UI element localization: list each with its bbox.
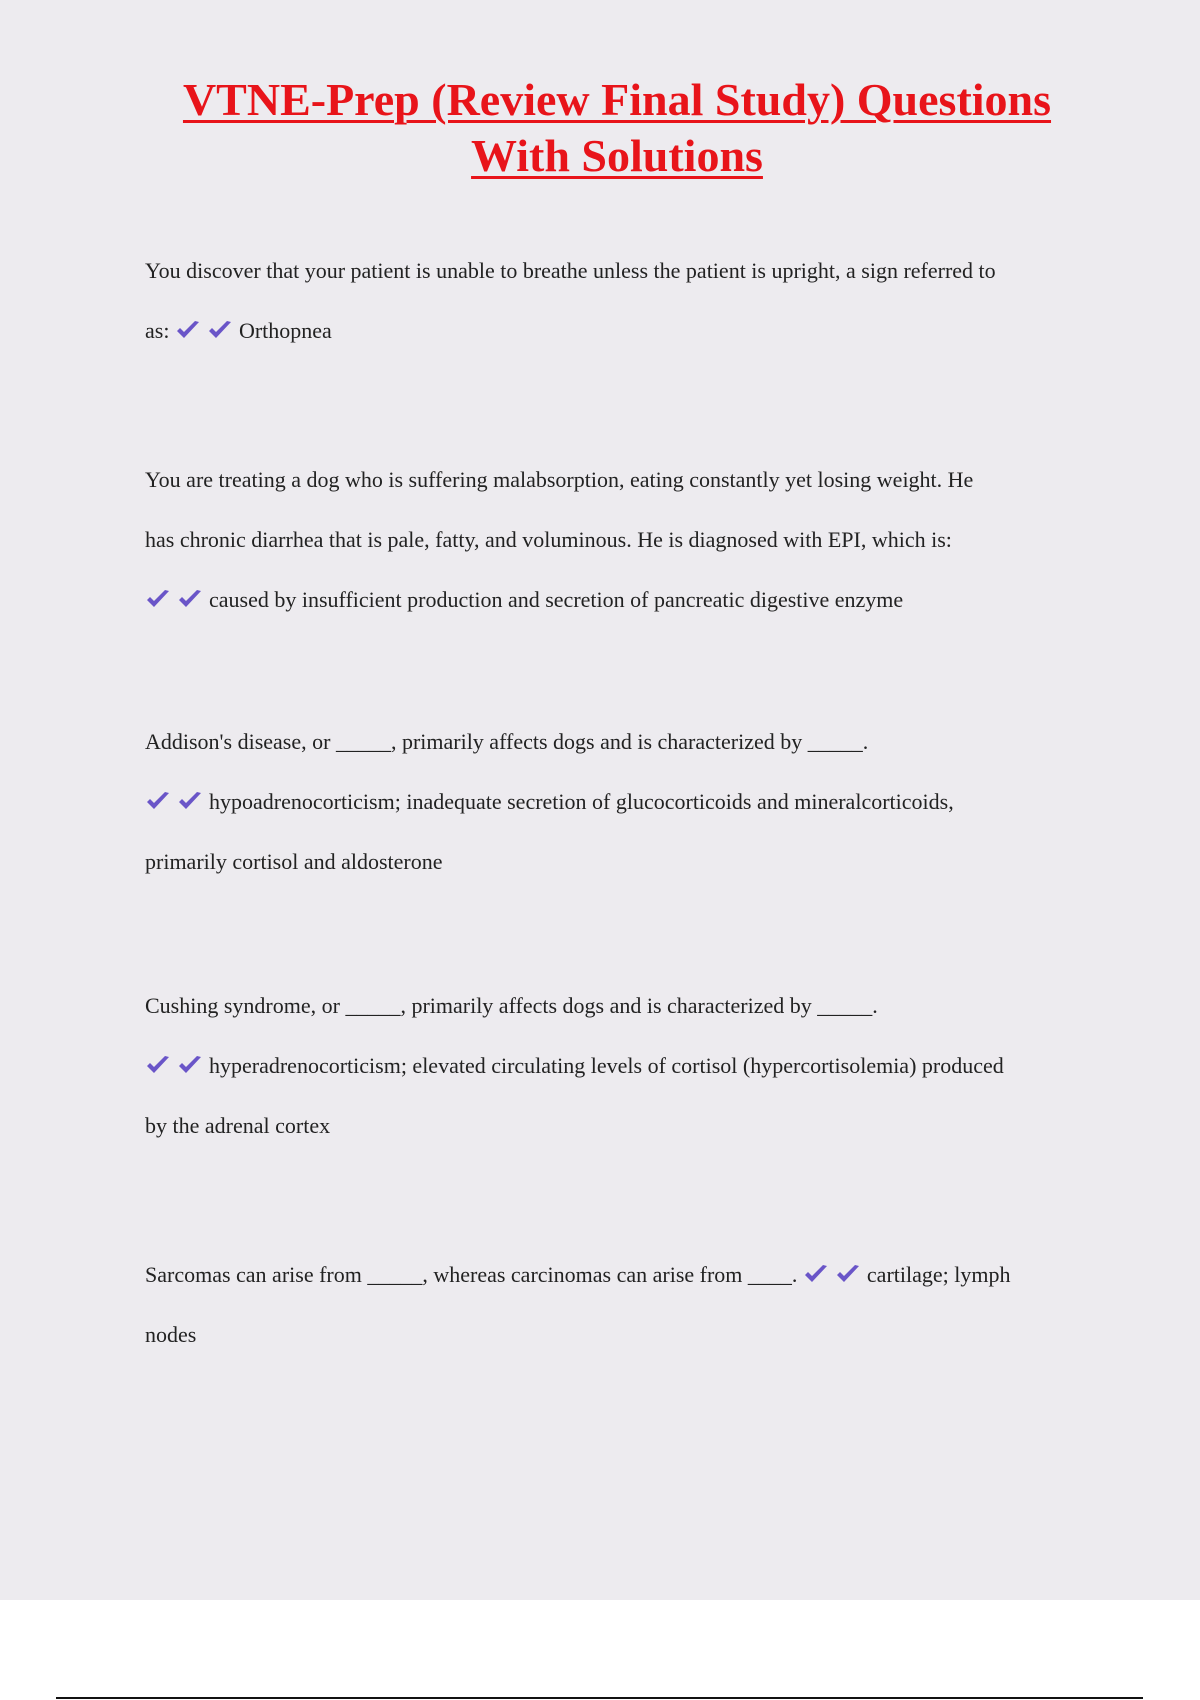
footer-divider bbox=[56, 1697, 1143, 1699]
check-icon bbox=[175, 319, 201, 341]
double-check-icon bbox=[145, 1053, 209, 1078]
qa-item-1 bbox=[145, 241, 1095, 361]
title-line-1: VTNE-Prep (Review Final Study) Questions bbox=[182, 74, 1052, 125]
document-title bbox=[0, 72, 1200, 184]
check-icon bbox=[145, 588, 171, 610]
double-check-icon bbox=[145, 789, 209, 814]
qa-item-5 bbox=[145, 1245, 1095, 1365]
check-icon bbox=[803, 1263, 829, 1285]
answer-text-continued: primarily cortisol and aldosterone bbox=[145, 849, 443, 874]
check-icon bbox=[145, 790, 171, 812]
answer-line bbox=[145, 570, 1095, 630]
check-icon bbox=[177, 1054, 203, 1076]
question-text-end: as: bbox=[145, 318, 170, 343]
double-check-icon bbox=[145, 587, 209, 612]
answer-text: hypoadrenocorticism; inadequate secretion of glucocorticoids and mineralcorticoids, bbox=[209, 789, 954, 814]
title-line-2: With Solutions bbox=[471, 130, 763, 181]
double-check-icon bbox=[175, 318, 239, 343]
check-icon bbox=[207, 319, 233, 341]
question-answer-line bbox=[145, 1245, 1095, 1305]
question-text: You discover that your patient is unable to breathe unless the patient is upright, a sign referred to bbox=[145, 258, 996, 283]
answer-text-continued: by the adrenal cortex bbox=[145, 1113, 331, 1138]
question-text: Cushing syndrome, or _____, primarily affects dogs and is characterized by _____. bbox=[145, 993, 878, 1018]
qa-item-4 bbox=[145, 976, 1095, 1156]
question-text: Sarcomas can arise from _____, whereas carcinomas can arise from ____. bbox=[145, 1262, 798, 1287]
question-text: Addison's disease, or _____, primarily affects dogs and is characterized by _____. bbox=[145, 729, 869, 754]
question-answer-line bbox=[145, 301, 1095, 361]
check-icon bbox=[145, 1054, 171, 1076]
question-line: has chronic diarrhea that is pale, fatty, and voluminous. He is diagnosed with EPI, which is: bbox=[145, 527, 952, 552]
answer-text: hyperadrenocorticism; elevated circulating levels of cortisol (hypercortisolemia) produced bbox=[209, 1053, 1004, 1078]
answer-text: caused by insufficient production and secretion of pancreatic digestive enzyme bbox=[209, 587, 904, 612]
answer-text: cartilage; lymph bbox=[866, 1262, 1011, 1287]
check-icon bbox=[835, 1263, 861, 1285]
answer-line bbox=[145, 1036, 1095, 1096]
answer-text: Orthopnea bbox=[238, 318, 332, 343]
answer-line bbox=[145, 772, 1095, 832]
question-line: You are treating a dog who is suffering malabsorption, eating constantly yet losing weight. He bbox=[145, 467, 974, 492]
qa-item-2 bbox=[145, 450, 1095, 630]
double-check-icon bbox=[803, 1262, 867, 1287]
check-icon bbox=[177, 790, 203, 812]
answer-text-continued: nodes bbox=[145, 1322, 197, 1347]
qa-item-3 bbox=[145, 712, 1095, 892]
check-icon bbox=[177, 588, 203, 610]
